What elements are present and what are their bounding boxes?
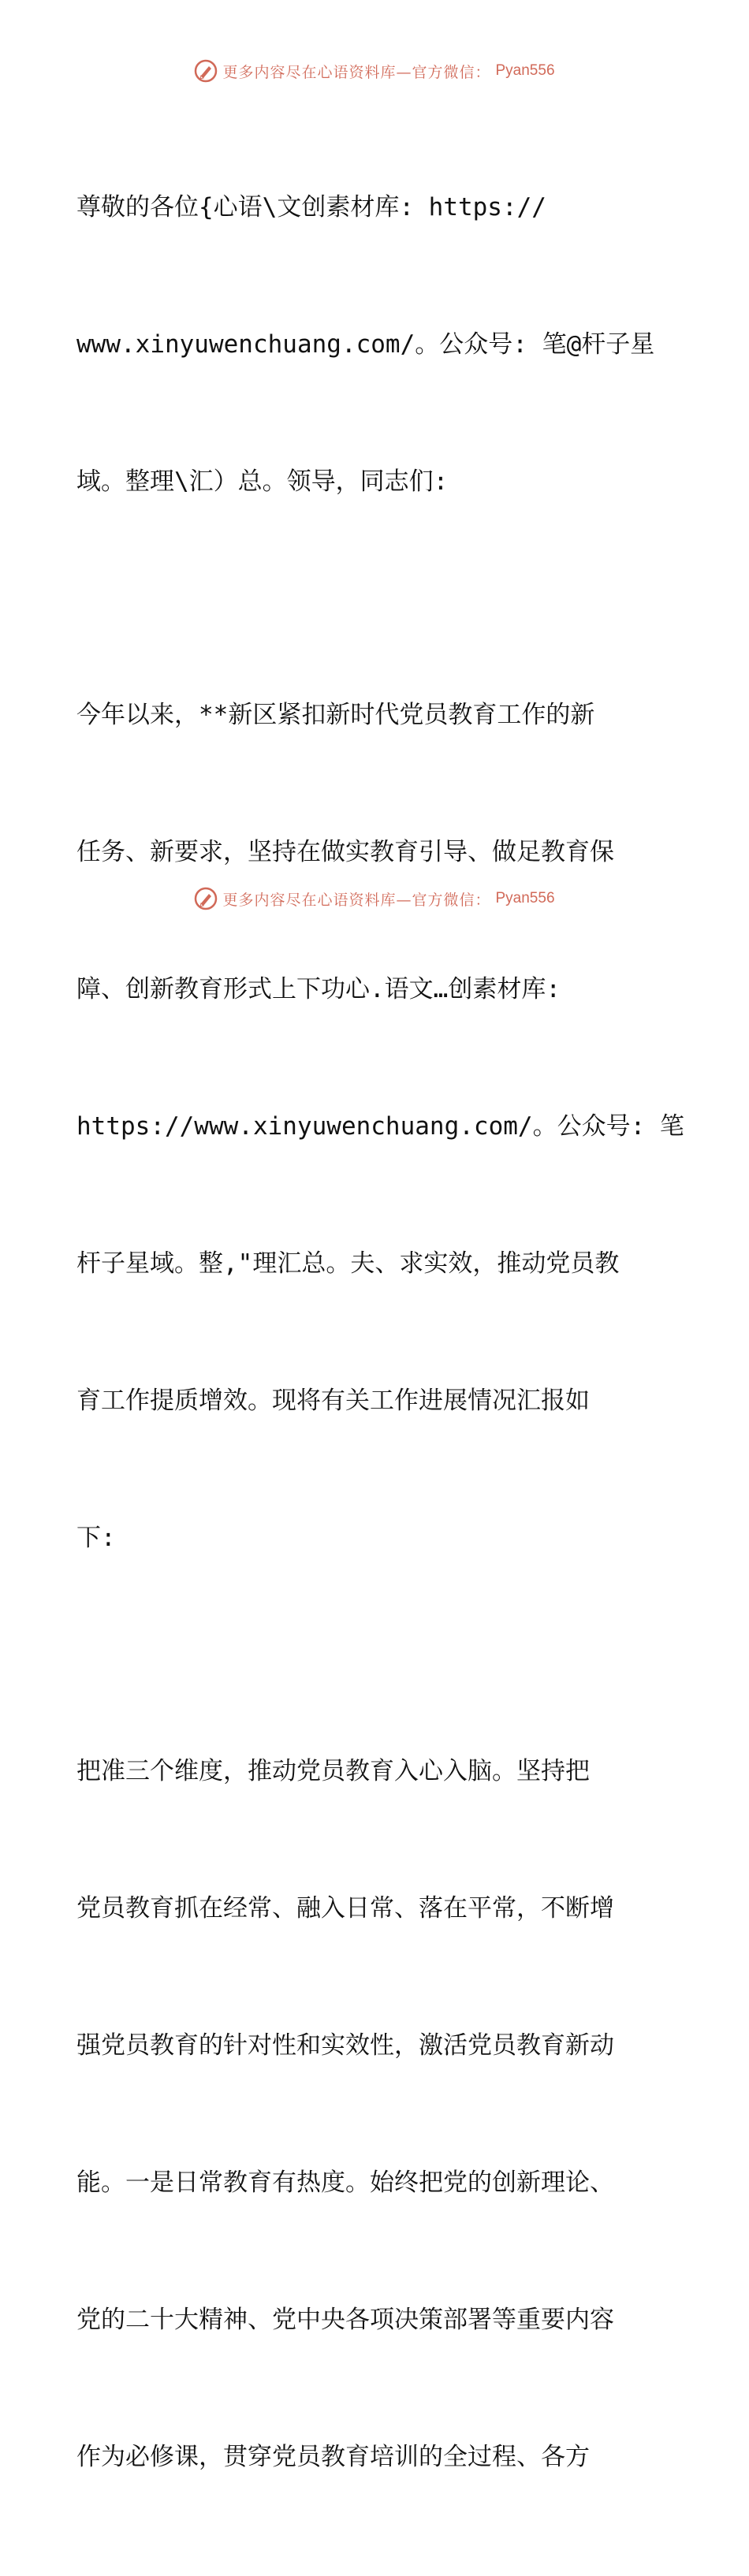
paragraph-greeting — [76, 93, 676, 596]
pen-logo-icon — [194, 59, 218, 83]
paragraph-intro — [76, 601, 684, 1652]
text-line: 尊敬的各位{心语\文创素材库: https:// — [76, 193, 546, 221]
text-line: 党的二十大精神、党中央各项决策部署等重要内容 — [76, 2306, 614, 2334]
text-line: 能。一是日常教育有热度。始终把党的创新理论、 — [76, 2168, 614, 2197]
watermark-handle: Pyan556 — [495, 62, 555, 79]
text-line: 任务、新要求，坚持在做实教育引导、做足教育保 — [76, 838, 614, 866]
watermark-text: 更多内容尽在心语资料库—官方微信： — [222, 891, 491, 909]
footer-watermark — [0, 885, 749, 912]
text-line: 把准三个维度，推动党员教育入心入脑。坚持把 — [76, 1757, 590, 1785]
header-watermark — [0, 58, 749, 84]
text-line: 育工作提质增效。现将有关工作进展情况汇报如 — [76, 1387, 590, 1415]
text-line: 域。整理\汇）总。领导，同志们: — [76, 467, 449, 496]
text-line: 作为必修课，贯穿党员教育培训的全过程、各方 — [76, 2443, 590, 2471]
paragraph-section-one — [76, 1657, 676, 2571]
text-line: 杆子星域。整,"理汇总。夫、求实效，推动党员教 — [76, 1249, 620, 1278]
pen-logo-icon — [194, 887, 218, 910]
text-line: 今年以来，**新区紧扣新时代党员教育工作的新 — [76, 701, 595, 729]
document-body — [76, 93, 684, 2576]
text-line: www.xinyuwenchuang.com/。公众号: 笔@杆子星 — [76, 330, 655, 359]
text-line: 障、创新教育形式上下功心.语文…创素材库: — [76, 975, 561, 1003]
watermark-handle: Pyan556 — [495, 890, 555, 906]
text-line: https://www.xinyuwenchuang.com/。公众号: 笔 — [76, 1112, 684, 1141]
text-line: 下: — [76, 1524, 116, 1552]
text-line: 党员教育抓在经常、融入日常、落在平常，不断增 — [76, 1894, 614, 1923]
watermark-text: 更多内容尽在心语资料库—官方微信： — [222, 63, 491, 81]
text-line: 强党员教育的针对性和实效性，激活党员教育新动 — [76, 2031, 614, 2060]
